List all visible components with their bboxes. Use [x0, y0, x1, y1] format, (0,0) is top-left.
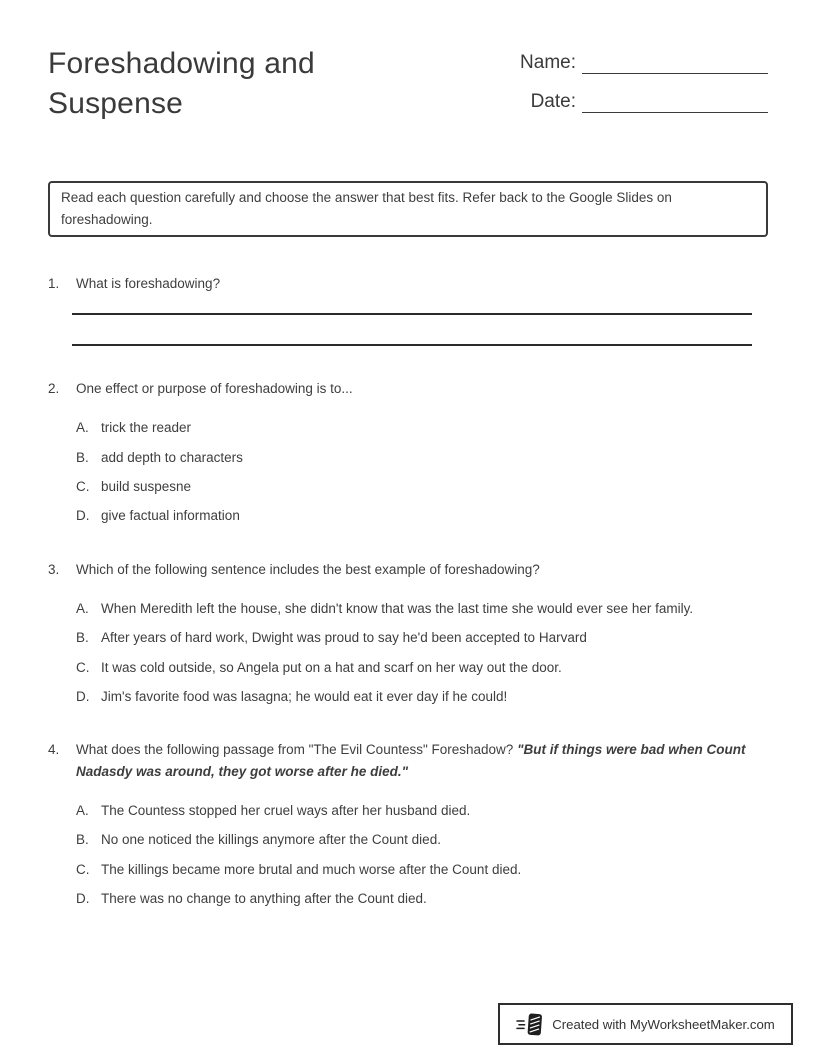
question-3-prompt [48, 559, 768, 580]
question-4 [48, 739, 768, 909]
student-fields [514, 44, 768, 130]
option-text: After years of hard work, Dwight was proud to say he'd been accepted to Harvard [101, 630, 587, 646]
credit-box [498, 1003, 793, 1045]
name-field-row [514, 52, 768, 74]
option-text: add depth to characters [101, 449, 243, 465]
question-number: 4. [48, 742, 60, 758]
instructions-text: Read each question carefully and choose the answer that best fits. Refer back to the Google Slides on foreshadowing. [61, 190, 672, 227]
question-number: 1. [48, 275, 60, 291]
option-a[interactable] [76, 800, 768, 821]
option-d[interactable] [76, 505, 768, 526]
question-quote: "But if things were bad when Count Nadasdy was around, they got worse after he died." [76, 742, 746, 779]
option-letter: D. [76, 890, 90, 906]
date-label: Date: [530, 91, 576, 113]
question-1 [48, 273, 768, 346]
question-4-prompt [48, 739, 768, 782]
option-letter: C. [76, 479, 90, 495]
option-d[interactable] [76, 686, 768, 707]
option-text: build suspesne [101, 479, 192, 495]
worksheet-header [0, 0, 816, 130]
option-b[interactable] [76, 627, 768, 648]
option-text: It was cold outside, so Angela put on a hat and scarf on her way out the door. [101, 659, 562, 675]
name-input-line[interactable] [582, 52, 768, 74]
option-c[interactable] [76, 657, 768, 678]
option-a[interactable] [76, 417, 768, 438]
option-letter: A. [76, 420, 89, 436]
credit-text: Created with MyWorksheetMaker.com [552, 1016, 775, 1032]
option-text: give factual information [101, 508, 240, 524]
option-d[interactable] [76, 888, 768, 909]
option-b[interactable] [76, 829, 768, 850]
option-letter: C. [76, 861, 90, 877]
option-c[interactable] [76, 476, 768, 497]
option-text: No one noticed the killings anymore after the Count died. [101, 832, 441, 848]
option-a[interactable] [76, 598, 768, 619]
question-4-options [48, 800, 768, 909]
option-text: Jim's favorite food was lasagna; he would eat it ever day if he could! [101, 689, 508, 704]
question-1-prompt [48, 273, 768, 294]
question-number: 3. [48, 561, 60, 577]
question-2 [48, 378, 768, 527]
question-3 [48, 559, 768, 708]
question-3-options [48, 598, 768, 707]
option-text: When Meredith left the house, she didn't know that was the last time she would ever see her family. [101, 601, 694, 617]
question-number: 2. [48, 381, 60, 397]
question-2-options [48, 417, 768, 526]
page-title: Foreshadowing and Suspense [48, 47, 315, 120]
question-text [76, 739, 752, 782]
date-field-row [514, 91, 768, 113]
option-text: The killings became more brutal and much worse after the Count died. [101, 861, 522, 877]
option-letter: B. [76, 630, 89, 646]
date-input-line[interactable] [582, 91, 768, 113]
option-letter: B. [76, 449, 89, 465]
question-text-plain: What does the following passage from "The Evil Countess" Foreshadow? [76, 742, 518, 758]
option-letter: D. [76, 508, 90, 524]
answer-line[interactable] [72, 313, 752, 315]
questions-area [0, 273, 816, 910]
question-2-prompt [48, 378, 768, 399]
question-1-answer-area [72, 313, 752, 346]
question-text: What is foreshadowing? [76, 275, 221, 291]
flying-worksheet-icon [516, 1012, 544, 1037]
question-text: Which of the following sentence includes the best example of foreshadowing? [76, 561, 540, 577]
question-text: One effect or purpose of foreshadowing is to... [76, 381, 353, 397]
option-letter: A. [76, 601, 89, 617]
option-letter: A. [76, 802, 89, 818]
option-text: The Countess stopped her cruel ways after her husband died. [101, 802, 471, 818]
option-text: There was no change to anything after the Count died. [101, 890, 427, 906]
option-text: trick the reader [101, 420, 192, 436]
option-c[interactable] [76, 859, 768, 880]
option-letter: B. [76, 832, 89, 848]
option-letter: D. [76, 689, 90, 704]
name-label: Name: [520, 52, 576, 74]
option-letter: C. [76, 659, 90, 675]
instructions-box [48, 181, 768, 237]
option-b[interactable] [76, 447, 768, 468]
answer-line[interactable] [72, 344, 752, 346]
